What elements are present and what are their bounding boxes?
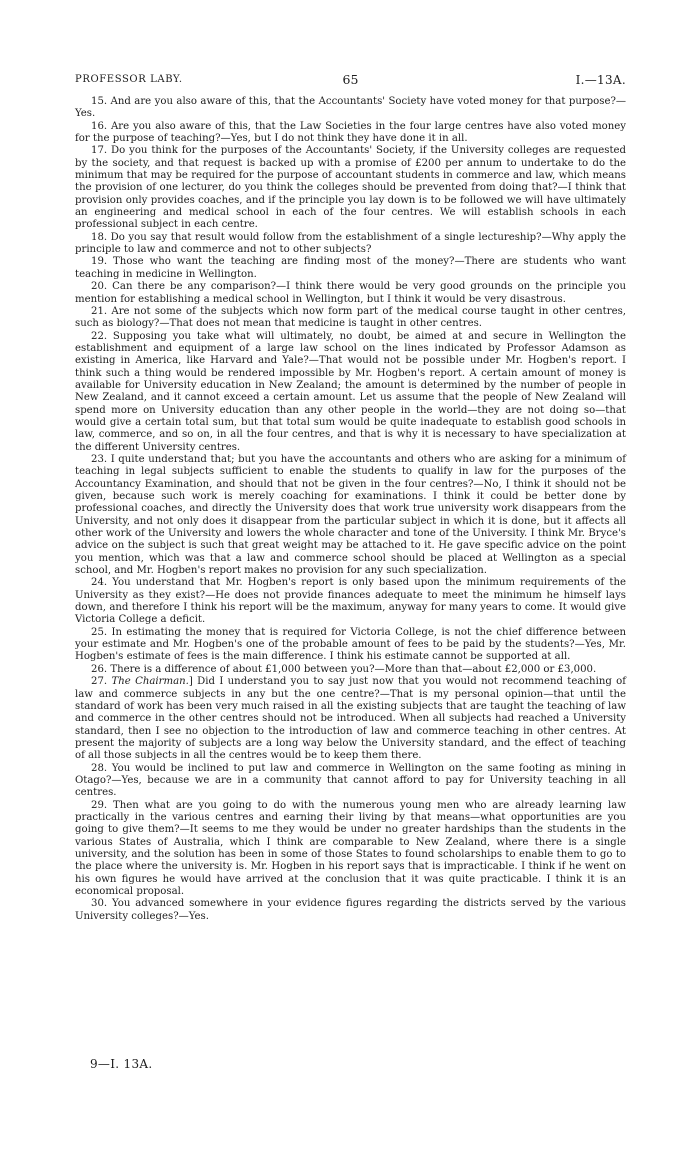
document-reference: I.—13A.: [575, 73, 626, 87]
paragraph-15: 15. And are you also aware of this, that the Accountants' Society have voted money for that purpose?—Yes.: [75, 96, 626, 120]
page-number: 65: [342, 72, 359, 87]
paragraph-19: 19. Those who want the teaching are finding most of the money?—There are students who want teaching in medicine in Wellington.: [75, 256, 626, 280]
paragraph-27-number: 27.: [91, 676, 108, 688]
paragraph-27: [75, 676, 626, 762]
paragraph-16: 16. Are you also aware of this, that the Law Societies in the four large centres have also voted money for the purpose of teaching?—Yes, but I do not think they have done it in all.: [75, 120, 626, 145]
paragraph-27-text: ] Did I understand you to say just now that you would not recommend teaching of law and commerce subjects in any but the one centre?—That is my personal opinion—that until the standard of work has been very much raised in all the existing subjects that are taught the teaching of law and commerce in the other centres should not be introduced. When all subjects had reached a University standard, then I see no objection to the introduction of law and commerce teaching in other centres. At present the majority of subjects are a long way below the University standard, and the effect of teaching of all those subjects in all the centres would be to keep them there.: [75, 676, 627, 762]
paragraph-17: 17. Do you think for the purposes of the Accountants' Society, if the University colleges are requested by the society, and that request is backed up with a promise of £200 per annum to undertake to do the minimum that may be required for the purpose of accountant students in commerce and law, which means the provision of one lecturer, do you think the colleges should be prevented from doing that?—I think that provision only provides coaches, and if the principle you lay down is to be followed we will have ultimately an engineering and medical school in each of the four centres. We will establish schools in each professional subject in each centre.: [75, 145, 626, 231]
paragraph-24: 24. You understand that Mr. Hogben's report is only based upon the minimum requirements of the University as they exist?—He does not provide finances adequate to meet the minimum he himself lays down, and therefore I think his report will be the maximum, anyway for many years to come. It would give Victoria College a deficit.: [75, 577, 626, 626]
page-header: [75, 74, 626, 90]
paragraph-25: 25. In estimating the money that is required for Victoria College, is not the chief difference between your estimate and Mr. Hogben's one of the probable amount of fees to be paid by the students?—Yes, Mr. Hogben's estimate of fees is the main difference. I think his estimate cannot be supported at all.: [75, 626, 626, 663]
paragraph-23: 23. I quite understand that; but you have the accountants and others who are asking for a minimum of teaching in legal subjects sufficient to enable the students to qualify in law for the purposes of the Accountancy Examination, and should that not be given in the four centres?—No, I think it should not be given, because such work is merely coaching for examinations. I think it could be better done by professional coaches, and directly the University does that work true university work disappears from the University, and not only does it disappear from the particular subject in which it is done, but it affects all other work of the University and lowers the whole character and tone of the University. I think Mr. Bryce's advice on the subject is such that great weight may be attached to it. He gave specific advice on the point you mention, which was that a law and commerce school should be placed at Wellington as a special school, and Mr. Hogben's report makes no provision for any such specialization.: [75, 453, 626, 577]
paragraph-18: 18. Do you say that result would follow from the establishment of a single lectureship?—Why apply the principle to law and commerce and not to other subjects?: [75, 231, 626, 256]
paragraph-21: 21. Are not some of the subjects which now form part of the medical course taught in other centres, such as biology?—That does not mean that medicine is taught in other centres.: [75, 305, 626, 330]
running-head-title: PROFESSOR LABY.: [75, 74, 183, 85]
signature-mark: 9—I. 13A.: [90, 1057, 153, 1071]
paragraph-28: 28. You would be inclined to put law and commerce in Wellington on the same footing as mining in Otago?—Yes, because we are in a community that cannot afford to pay for University teaching in all centres.: [75, 762, 626, 799]
paragraph-20: 20. Can there be any comparison?—I think there would be very good grounds on the principle you mention for establishing a medical school in Wellington, but I think it would be very disastrous.: [75, 281, 626, 305]
paragraph-22: 22. Supposing you take what will ultimately, no doubt, be aimed at and secure in Wellington the establishment and equipment of a large law school on the lines indicated by Professor Adamson as existing in America, like Harvard and Yale?—That would not be possible under Mr. Hogben's report. I think such a thing would be rendered impossible by Mr. Hogben's report. A certain amount of money is available for University education in New Zealand; the amount is determined by the number of people in New Zealand, and it cannot exceed a certain amount. Let us assume that the people of New Zealand will spend more on University education than any other people in the world—they are not doing so—that would give a certain total sum, but that total sum would be quite inadequate to establish good schools in law, commerce, and so on, in all the four centres, and that is why it is necessary to have specialization at the different University centres.: [75, 330, 626, 453]
paragraph-29: 29. Then what are you going to do with the numerous young men who are already learning law practically in the various centres and earning their living by that means—what opportunities are you going to give them?—It seems to me they would be under no greater hardships than the students in the various States of Australia, which I think are comparable to New Zealand, where there is a single university, and the solution has been in some of those States to found scholarships to enable them to go to the place where the university is. Mr. Hogben in his report says that is impracticable. I think if he went on his own figures he would have arrived at the conclusion that it was quite practicable. I think it is an economical proposal.: [75, 799, 626, 897]
paragraph-30: 30. You advanced somewhere in your evidence figures regarding the districts served by the various University colleges?—Yes.: [75, 898, 626, 922]
paragraph-26: 26. There is a difference of about £1,000 between you?—More than that—about £2,000 or £3,000.: [91, 663, 597, 675]
evidence-text: [75, 96, 626, 923]
speaker-chairman: The Chairman.: [111, 676, 189, 688]
